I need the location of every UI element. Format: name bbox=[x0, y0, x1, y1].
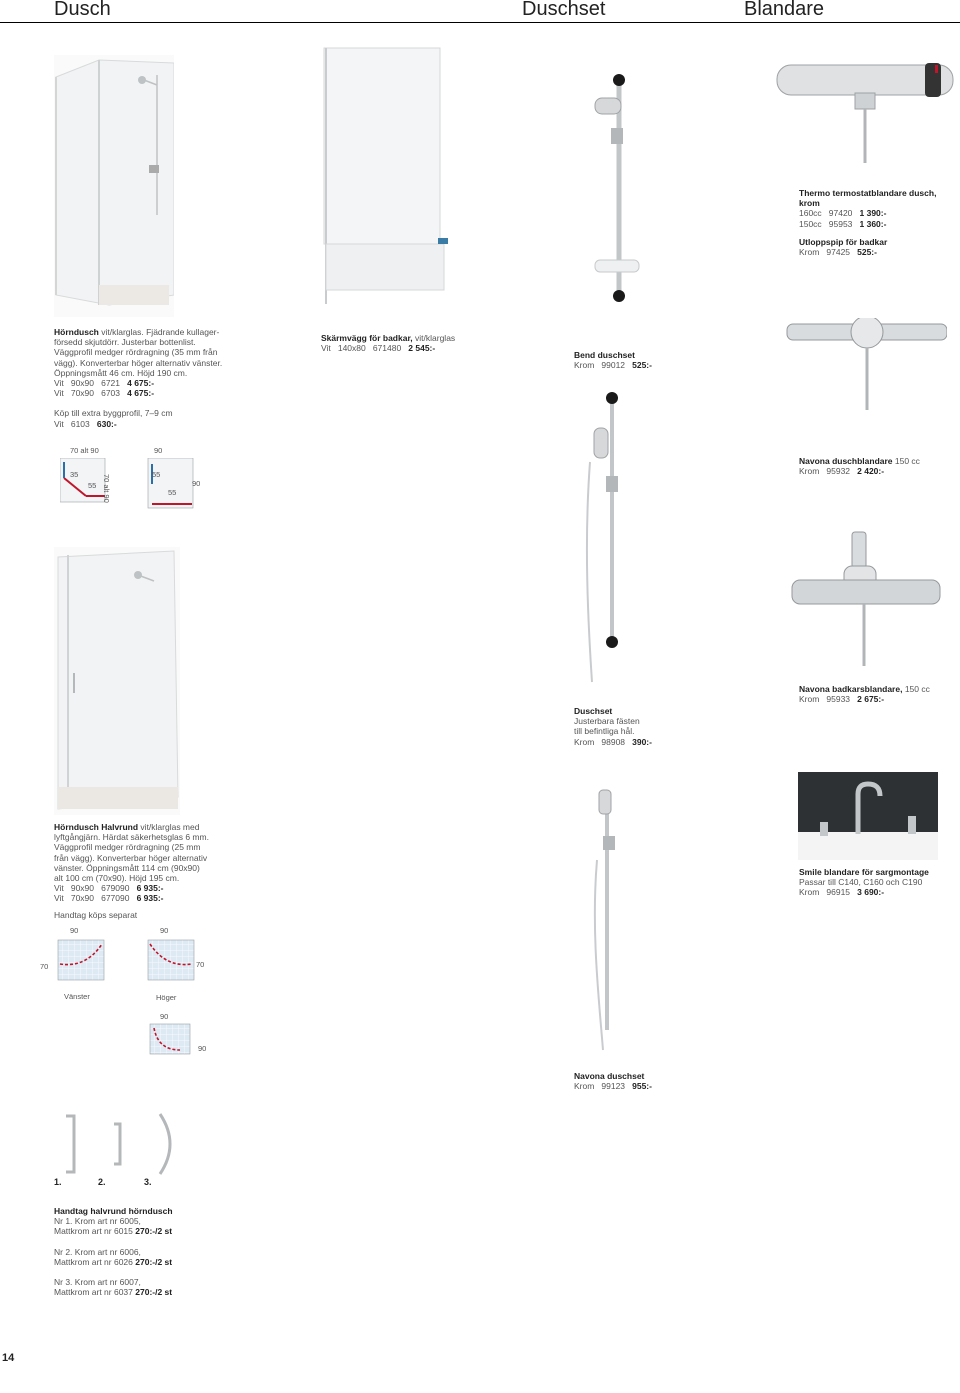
thermo-text: Thermo termostatblandare dusch, krom 160cc 97420 1 390:- 150cc 95953 1 360:- Utloppspip för badkar Krom 97425 525:- bbox=[799, 188, 937, 258]
floor-diagram-2: 90 90 70 70 Vänster Höger 90 90 bbox=[40, 926, 207, 1053]
handtag-text: Handtag halvrund hörndusch Nr 1. Krom art nr 6005, Mattkrom art nr 6015 270:-/2 st Nr 2. Krom art nr 6006, Mattkrom art nr 6026 270:-/2 st Nr 3. Krom art nr 6007, Mattkrom art nr 6037 270:-/2 st bbox=[54, 1206, 173, 1298]
navona-duschset-image bbox=[585, 780, 635, 1060]
smile-text: Smile blandare för sargmontage Passar till C140, C160 och C190 Krom 96915 3 690:- bbox=[799, 867, 929, 898]
header-rule bbox=[0, 22, 960, 23]
header-dusch: Dusch bbox=[54, 0, 111, 20]
bend-duschset-text: Bend duschset Krom 99012 525:- bbox=[574, 350, 652, 371]
duschset-text: Duschset Justerbara fästen till befintliga hål. Krom 98908 390:- bbox=[574, 706, 652, 747]
page-number: 14 bbox=[2, 1352, 15, 1364]
handle-number-1: 1. bbox=[54, 1177, 62, 1187]
header-duschset: Duschset bbox=[522, 0, 606, 20]
bath-screen-image bbox=[318, 46, 450, 314]
navona-badkar-image bbox=[788, 528, 943, 668]
bend-duschset-image bbox=[583, 70, 653, 320]
horndusch-klarglas-text: Hörndusch vit/klarglas. Fjädrande kullager- försedd skjutdörr. Justerbar bottenlist. Väggprofil medger rördragning (35 mm från vägg). Konverterbar höger alternativ vänster. Öppningsmått 46 cm. Höjd 190 cm. Vit 90x90 6721 4 675:- Vit 70x90 6703 4 675:- Köp till extra byggprofil, 7–9 cm Vit 6103 630:- bbox=[54, 327, 223, 429]
duschset-image bbox=[580, 392, 640, 692]
halvrund-shower-image bbox=[54, 547, 180, 815]
floor-diagram-1: 70 alt 90 90 35 55 70 alt 90 55 55 90 bbox=[54, 446, 214, 518]
navona-dusch-image bbox=[785, 318, 947, 413]
smile-mixer-image bbox=[798, 772, 938, 860]
handles-image bbox=[60, 1110, 190, 1178]
navona-duschset-text: Navona duschset Krom 99123 955:- bbox=[574, 1071, 652, 1092]
thermo-mixer-image bbox=[775, 55, 958, 165]
header-blandare: Blandare bbox=[744, 0, 825, 20]
navona-badkar-text: Navona badkarsblandare, 150 cc Krom 95933 2 675:- bbox=[799, 684, 930, 705]
corner-shower-image bbox=[54, 55, 174, 317]
skarmvagg-text: Skärmvägg för badkar, vit/klarglas Vit 140x80 671480 2 545:- bbox=[321, 333, 456, 354]
halvrund-text: Hörndusch Halvrund vit/klarglas med lyftgångjärn. Härdat säkerhetsglas 6 mm. Väggprofil medger rördragning (25 mm från vägg). Konverterbar höger alternativ vänster. Öppningsmått 114 cm (90x90) alt 100 cm (70x90). Höjd 195 cm. Vit 90x90 679090 6 935:- Vit 70x90 677090 6 935:- Handtag köps separat bbox=[54, 822, 209, 920]
navona-dusch-text: Navona duschblandare 150 cc Krom 95932 2 420:- bbox=[799, 456, 920, 477]
handle-number-3: 3. bbox=[144, 1177, 152, 1187]
handle-number-2: 2. bbox=[98, 1177, 106, 1187]
